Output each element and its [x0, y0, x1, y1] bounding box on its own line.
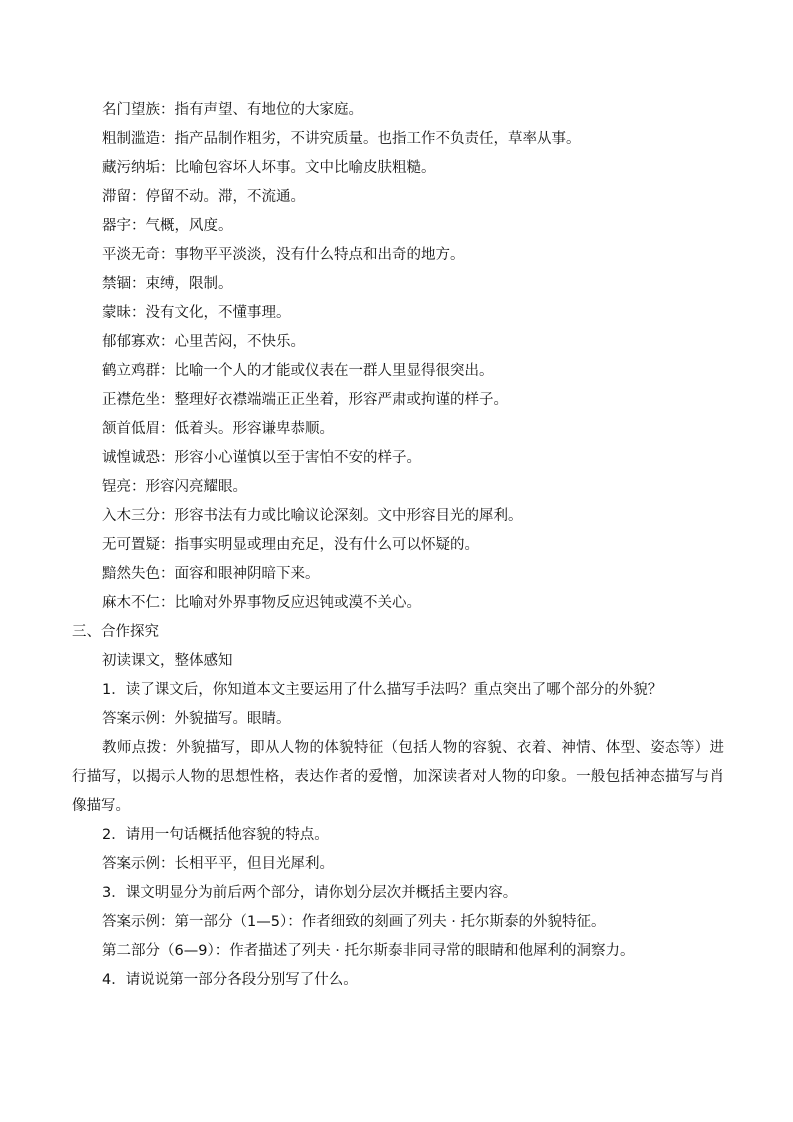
vocab-item: 平淡无奇：事物平平淡淡，没有什么特点和出奇的地方。 — [102, 247, 465, 263]
answer-3-part-1: 答案示例：第一部分（1—5）：作者细致的刻画了列夫 · 托尔斯泰的外貌特征。 — [102, 914, 606, 930]
question-1: 1．读了课文后，你知道本文主要运用了什么描写手法吗？重点突出了哪个部分的外貌？ — [102, 682, 663, 698]
vocab-item: 鹤立鸡群：比喻一个人的才能或仪表在一群人里显得很突出。 — [102, 363, 494, 379]
vocab-item: 麻木不仁：比喻对外界事物反应迟钝或漠不关心。 — [102, 595, 421, 611]
vocab-item: 藏污纳垢：比喻包容坏人坏事。文中比喻皮肤粗糙。 — [102, 160, 436, 176]
vocab-item: 诚惶诚恐：形容小心谨慎以至于害怕不安的样子。 — [102, 450, 421, 466]
vocab-item: 蒙昧：没有文化，不懂事理。 — [102, 305, 291, 321]
vocab-item: 锃亮：形容闪亮耀眼。 — [102, 479, 247, 495]
vocab-item: 正襟危坐：整理好衣襟端端正正坐着，形容严肃或拘谨的样子。 — [102, 392, 508, 408]
vocab-item: 器宇：气概，风度。 — [102, 218, 233, 234]
question-2: 2．请用一句话概括他容貌的特点。 — [102, 827, 329, 843]
answer-1: 答案示例：外貌描写。眼睛。 — [102, 711, 291, 727]
vocab-item: 颔首低眉：低着头。形容谦卑恭顺。 — [102, 421, 334, 437]
section-heading: 三、合作探究 — [72, 624, 159, 640]
document-content — [72, 96, 724, 995]
vocab-item: 禁锢：束缚，限制。 — [102, 276, 233, 292]
vocab-item: 名门望族：指有声望、有地位的大家庭。 — [102, 102, 363, 118]
answer-2: 答案示例：长相平平，但目光犀利。 — [102, 856, 334, 872]
vocab-item: 黯然失色：面容和眼神阴暗下来。 — [102, 566, 320, 582]
vocab-item: 郁郁寡欢：心里苦闷，不快乐。 — [102, 334, 305, 350]
vocab-item: 滞留：停留不动。滞，不流通。 — [102, 189, 305, 205]
teacher-note: 教师点拨：外貌描写，即从人物的体貌特征（包括人物的容貌、衣着、神情、体型、姿态等）进行描写，以揭示人物的思想性格，表达作者的爱憎，加深读者对人物的印象。一般包括神态描写与肖像描写。 — [72, 740, 724, 814]
section-subheading: 初读课文，整体感知 — [102, 653, 233, 669]
vocab-item: 无可置疑：指事实明显或理由充足，没有什么可以怀疑的。 — [102, 537, 479, 553]
question-4: 4．请说说第一部分各段分别写了什么。 — [102, 972, 358, 988]
vocab-item: 粗制滥造：指产品制作粗劣，不讲究质量。也指工作不负责任，草率从事。 — [102, 131, 581, 147]
vocab-item: 入木三分：形容书法有力或比喻议论深刻。文中形容目光的犀利。 — [102, 508, 523, 524]
answer-3-part-2: 第二部分（6—9）：作者描述了列夫 · 托尔斯泰非同寻常的眼睛和他犀利的洞察力。 — [102, 943, 635, 959]
question-3: 3．课文明显分为前后两个部分，请你划分层次并概括主要内容。 — [102, 885, 518, 901]
